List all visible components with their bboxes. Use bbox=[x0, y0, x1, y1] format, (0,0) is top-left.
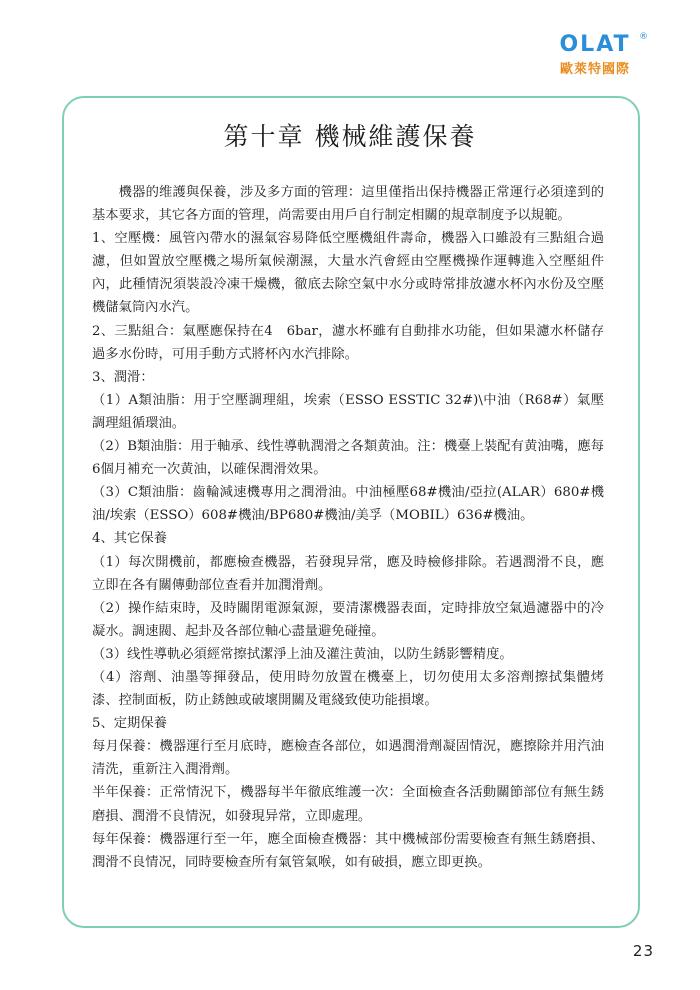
other-item-1: （1）每次開機前，都應檢查機器，若發現异常，應及時檢修排除。若遇潤滑不良，應立即在各有關傳動部位查看并加潤滑劑。 bbox=[92, 554, 604, 593]
olat-logo bbox=[540, 34, 650, 77]
yearly-maintenance: 每年保養：機器運行至一年，應全面檢查機器：其中機械部份需要檢查有無生銹磨損、潤滑不良情况，同時要檢查所有氣管氣喉，如有破損，應立即更换。 bbox=[92, 831, 604, 870]
half-year-maintenance: 半年保養：正常情況下，機器每半年徹底维護一次：全面檢查各活動關節部位有無生銹磨損、潤滑不良情況，如發現异常，立即處理。 bbox=[92, 785, 604, 824]
registered-mark: ® bbox=[639, 32, 648, 42]
grease-c-paragraph: （3）C類油脂：齒輪減速機專用之潤滑油。中油極壓68#機油/亞拉(ALAR）680#機油/埃索（ESSO）608#機油/BP680#機油/美孚（MOBIL）636#機油。 bbox=[92, 485, 604, 524]
intro-paragraph: 機器的维護與保養，涉及多方面的管理：這里僅指出保持機器正常運行必須達到的基本要求，其它各方面的管理，尚需要由用戶自行制定相關的規章制度予以規範。 bbox=[92, 185, 604, 224]
other-item-3: （3）线性導軌必須經常擦拭潔淨上油及灌注黄油，以防生銹影響精度。 bbox=[92, 646, 513, 662]
grease-b-paragraph: （2）B類油脂：用于軸承、线性導軌潤滑之各類黄油。注：機臺上裝配有黄油嘴，應每6個月補充一次黄油，以確保潤滑效果。 bbox=[92, 439, 604, 478]
chapter-title: 第十章 機械維護保養 bbox=[223, 122, 477, 151]
grease-a-paragraph: （1）A類油脂：用于空壓調理組，埃索（ESSO ESSTIC 32#)\中油（R68#）氣壓調理組循環油。 bbox=[92, 392, 604, 431]
page-number: 23 bbox=[632, 942, 654, 960]
periodic-maintenance-heading: 5、定期保養 bbox=[92, 716, 167, 732]
other-maintenance-heading: 4、其它保養 bbox=[92, 531, 167, 547]
logo-subtitle: 歐萊特國際 bbox=[559, 62, 630, 77]
air-compressor-paragraph: 1、空壓機：風管內帶水的濕氣容易降低空壓機組件壽命，機器入口雖設有三點組合過濾，但如置放空壓機之場所氣候潮濕，大量水汽會經由空壓機操作運轉進入空壓組件內，此種情況須裝設冷凍干燥機，徹底去除空氣中水分或時常排放濾水杯內水份及空壓機儲氣筒內水汽。 bbox=[92, 231, 604, 316]
monthly-maintenance: 每月保養：機器運行至月底時，應檢查各部位，如遇潤滑劑凝固情況，應擦除并用汽油清洗，重新注入潤滑劑。 bbox=[92, 739, 604, 778]
other-item-2: （2）操作結束時，及時關閉電源氣源，要清潔機器表面，定時排放空氣過濾器中的冷凝水。調速閥、起卦及各部位軸心盡量避免碰撞。 bbox=[92, 600, 604, 639]
logo-mark: OLAT bbox=[559, 32, 631, 57]
lubrication-heading: 3、潤滑： bbox=[92, 369, 154, 385]
three-point-combo-paragraph: 2、三點組合：氣壓應保持在4 6bar，濾水杯雖有自動排水功能，但如果濾水杯儲存過多水份時，可用手動方式將杯內水汽排除。 bbox=[92, 323, 604, 362]
other-item-4: （4）溶劑、油墨等揮發品，使用時勿放置在機臺上，切勿使用太多溶劑擦拭集體烤漆、控制面板，防止銹蝕或破壞開關及電綫致使功能損壞。 bbox=[92, 669, 604, 709]
chapter-body bbox=[92, 181, 604, 874]
